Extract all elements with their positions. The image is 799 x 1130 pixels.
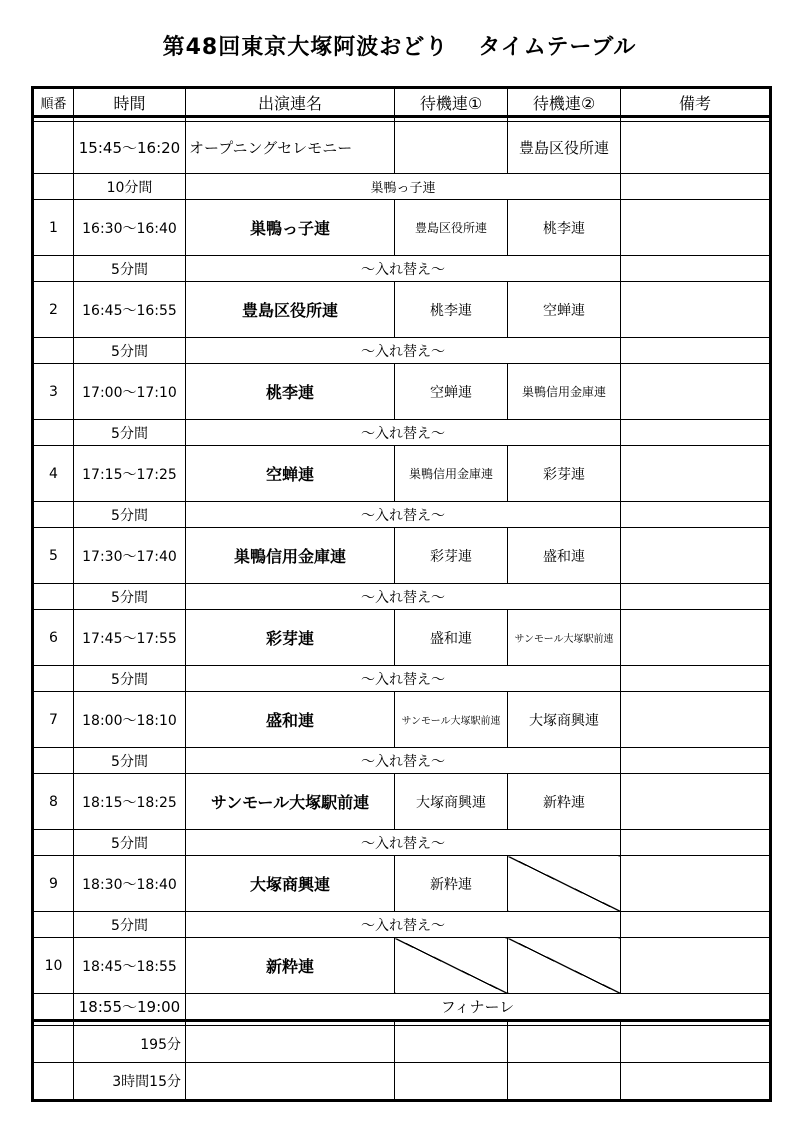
transition-order <box>33 912 74 938</box>
transition-row <box>33 666 771 692</box>
transition-notes <box>621 338 771 364</box>
performer-name: 新粋連 <box>186 938 395 994</box>
standby1-cell: 豊島区役所連 <box>395 200 508 256</box>
performer-name: 巣鴨信用金庫連 <box>186 528 395 584</box>
transition-order <box>33 584 74 610</box>
order-cell: 2 <box>33 282 74 338</box>
standby2-cell: 盛和連 <box>508 528 621 584</box>
notes-cell <box>621 200 771 256</box>
performer-row <box>33 692 771 748</box>
transition-notes <box>621 174 771 200</box>
performer-row <box>33 938 771 994</box>
transition-notes <box>621 748 771 774</box>
header-row <box>33 88 771 117</box>
performer-name: サンモール大塚駅前連 <box>186 774 395 830</box>
standby2-cell: サンモール大塚駅前連 <box>508 610 621 666</box>
title-sub: タイムテーブル <box>478 35 637 60</box>
standby1-cell: 新粋連 <box>395 856 508 912</box>
total-minutes-row <box>33 1026 771 1063</box>
transition-notes <box>621 666 771 692</box>
notes-cell <box>621 446 771 502</box>
finale-order <box>33 994 74 1021</box>
opening-name: オープニングセレモニー <box>186 122 395 174</box>
time-cell: 18:30～18:40 <box>74 856 186 912</box>
performer-row <box>33 610 771 666</box>
order-cell: 10 <box>33 938 74 994</box>
header-standby1: 待機連① <box>395 88 508 117</box>
transition-label: ～入れ替え～ <box>186 666 621 692</box>
transition-row <box>33 830 771 856</box>
header-performer: 出演連名 <box>186 88 395 117</box>
performer-row <box>33 528 771 584</box>
total-cell <box>395 1026 508 1063</box>
opening-standby1 <box>395 122 508 174</box>
notes-cell <box>621 364 771 420</box>
standby2-cell: 新粋連 <box>508 774 621 830</box>
performer-name: 巣鴨っ子連 <box>186 200 395 256</box>
standby1-cell: 大塚商興連 <box>395 774 508 830</box>
transition-row <box>33 748 771 774</box>
standby1-cell: 桃李連 <box>395 282 508 338</box>
performer-name: 豊島区役所連 <box>186 282 395 338</box>
finale-time: 18:55～19:00 <box>74 994 186 1021</box>
transition-label: ～入れ替え～ <box>186 748 621 774</box>
transition-duration: 5分間 <box>74 584 186 610</box>
transition-row <box>33 584 771 610</box>
time-cell: 17:15～17:25 <box>74 446 186 502</box>
standby1-cell: 彩芽連 <box>395 528 508 584</box>
transition-notes <box>621 584 771 610</box>
time-cell: 16:30～16:40 <box>74 200 186 256</box>
total-cell <box>621 1026 771 1063</box>
empty-slot-diagonal <box>395 938 508 994</box>
order-cell: 9 <box>33 856 74 912</box>
standby1-cell: 盛和連 <box>395 610 508 666</box>
order-cell: 6 <box>33 610 74 666</box>
total-order <box>33 1026 74 1063</box>
transition-row <box>33 912 771 938</box>
transition-notes <box>621 502 771 528</box>
header-order: 順番 <box>33 88 74 117</box>
transition-notes <box>621 256 771 282</box>
header-standby2: 待機連② <box>508 88 621 117</box>
time-cell: 18:45～18:55 <box>74 938 186 994</box>
notes-cell <box>621 610 771 666</box>
notes-cell <box>621 938 771 994</box>
transition-duration: 5分間 <box>74 666 186 692</box>
performer-name: 大塚商興連 <box>186 856 395 912</box>
transition-duration: 10分間 <box>74 174 186 200</box>
total-hours: 3時間15分 <box>74 1063 186 1101</box>
performer-row <box>33 856 771 912</box>
transition-order <box>33 174 74 200</box>
transition-row <box>33 420 771 446</box>
total-cell <box>508 1063 621 1101</box>
total-cell <box>508 1026 621 1063</box>
transition-row <box>33 338 771 364</box>
transition-order <box>33 420 74 446</box>
transition-label: ～入れ替え～ <box>186 830 621 856</box>
order-cell: 8 <box>33 774 74 830</box>
header-time: 時間 <box>74 88 186 117</box>
transition-order <box>33 666 74 692</box>
transition-standby: 巣鴨っ子連 <box>186 174 621 200</box>
time-cell: 17:00～17:10 <box>74 364 186 420</box>
opening-time: 15:45～16:20 <box>74 122 186 174</box>
transition-label: ～入れ替え～ <box>186 584 621 610</box>
performer-name: 空蝉連 <box>186 446 395 502</box>
standby1-cell: 空蝉連 <box>395 364 508 420</box>
time-cell: 16:45～16:55 <box>74 282 186 338</box>
total-minutes: 195分 <box>74 1026 186 1063</box>
transition-label: ～入れ替え～ <box>186 912 621 938</box>
transition-notes <box>621 830 771 856</box>
transition-duration: 5分間 <box>74 338 186 364</box>
performer-row <box>33 200 771 256</box>
standby2-cell: 空蝉連 <box>508 282 621 338</box>
opening-order <box>33 122 74 174</box>
notes-cell <box>621 692 771 748</box>
empty-slot-diagonal <box>508 856 621 912</box>
performer-row <box>33 446 771 502</box>
transition-label: ～入れ替え～ <box>186 256 621 282</box>
time-cell: 18:15～18:25 <box>74 774 186 830</box>
total-cell <box>395 1063 508 1101</box>
performer-row <box>33 364 771 420</box>
standby2-cell: 彩芽連 <box>508 446 621 502</box>
standby2-cell: 大塚商興連 <box>508 692 621 748</box>
order-cell: 4 <box>33 446 74 502</box>
transition-duration: 5分間 <box>74 420 186 446</box>
order-cell: 7 <box>33 692 74 748</box>
notes-cell <box>621 856 771 912</box>
time-cell: 17:45～17:55 <box>74 610 186 666</box>
transition-order <box>33 256 74 282</box>
transition-label: ～入れ替え～ <box>186 338 621 364</box>
standby2-cell: 桃李連 <box>508 200 621 256</box>
finale-row <box>33 994 771 1021</box>
total-cell <box>621 1063 771 1101</box>
transition-order <box>33 830 74 856</box>
performer-row <box>33 282 771 338</box>
transition-order <box>33 338 74 364</box>
transition-duration: 5分間 <box>74 256 186 282</box>
order-cell: 3 <box>33 364 74 420</box>
opening-notes <box>621 122 771 174</box>
performer-name: 桃李連 <box>186 364 395 420</box>
total-hours-row <box>33 1063 771 1101</box>
opening-row <box>33 122 771 174</box>
title-main: 第48回東京大塚阿波おどり <box>162 35 449 60</box>
transition-notes <box>621 420 771 446</box>
transition-row <box>33 174 771 200</box>
opening-standby2: 豊島区役所連 <box>508 122 621 174</box>
transition-duration: 5分間 <box>74 502 186 528</box>
performer-name: 盛和連 <box>186 692 395 748</box>
transition-row <box>33 502 771 528</box>
total-order <box>33 1063 74 1101</box>
performer-name: 彩芽連 <box>186 610 395 666</box>
standby2-cell: 巣鴨信用金庫連 <box>508 364 621 420</box>
transition-duration: 5分間 <box>74 748 186 774</box>
transition-row <box>33 256 771 282</box>
total-cell <box>186 1063 395 1101</box>
order-cell: 1 <box>33 200 74 256</box>
timetable <box>31 86 772 1102</box>
transition-order <box>33 748 74 774</box>
time-cell: 17:30～17:40 <box>74 528 186 584</box>
standby1-cell: 巣鴨信用金庫連 <box>395 446 508 502</box>
header-notes: 備考 <box>621 88 771 117</box>
transition-duration: 5分間 <box>74 830 186 856</box>
notes-cell <box>621 528 771 584</box>
total-cell <box>186 1026 395 1063</box>
page-title <box>0 30 799 61</box>
transition-order <box>33 502 74 528</box>
notes-cell <box>621 282 771 338</box>
time-cell: 18:00～18:10 <box>74 692 186 748</box>
transition-label: ～入れ替え～ <box>186 502 621 528</box>
notes-cell <box>621 774 771 830</box>
transition-notes <box>621 912 771 938</box>
performer-row <box>33 774 771 830</box>
transition-duration: 5分間 <box>74 912 186 938</box>
finale-name: フィナーレ <box>186 994 771 1021</box>
order-cell: 5 <box>33 528 74 584</box>
transition-label: ～入れ替え～ <box>186 420 621 446</box>
standby1-cell: サンモール大塚駅前連 <box>395 692 508 748</box>
empty-slot-diagonal <box>508 938 621 994</box>
